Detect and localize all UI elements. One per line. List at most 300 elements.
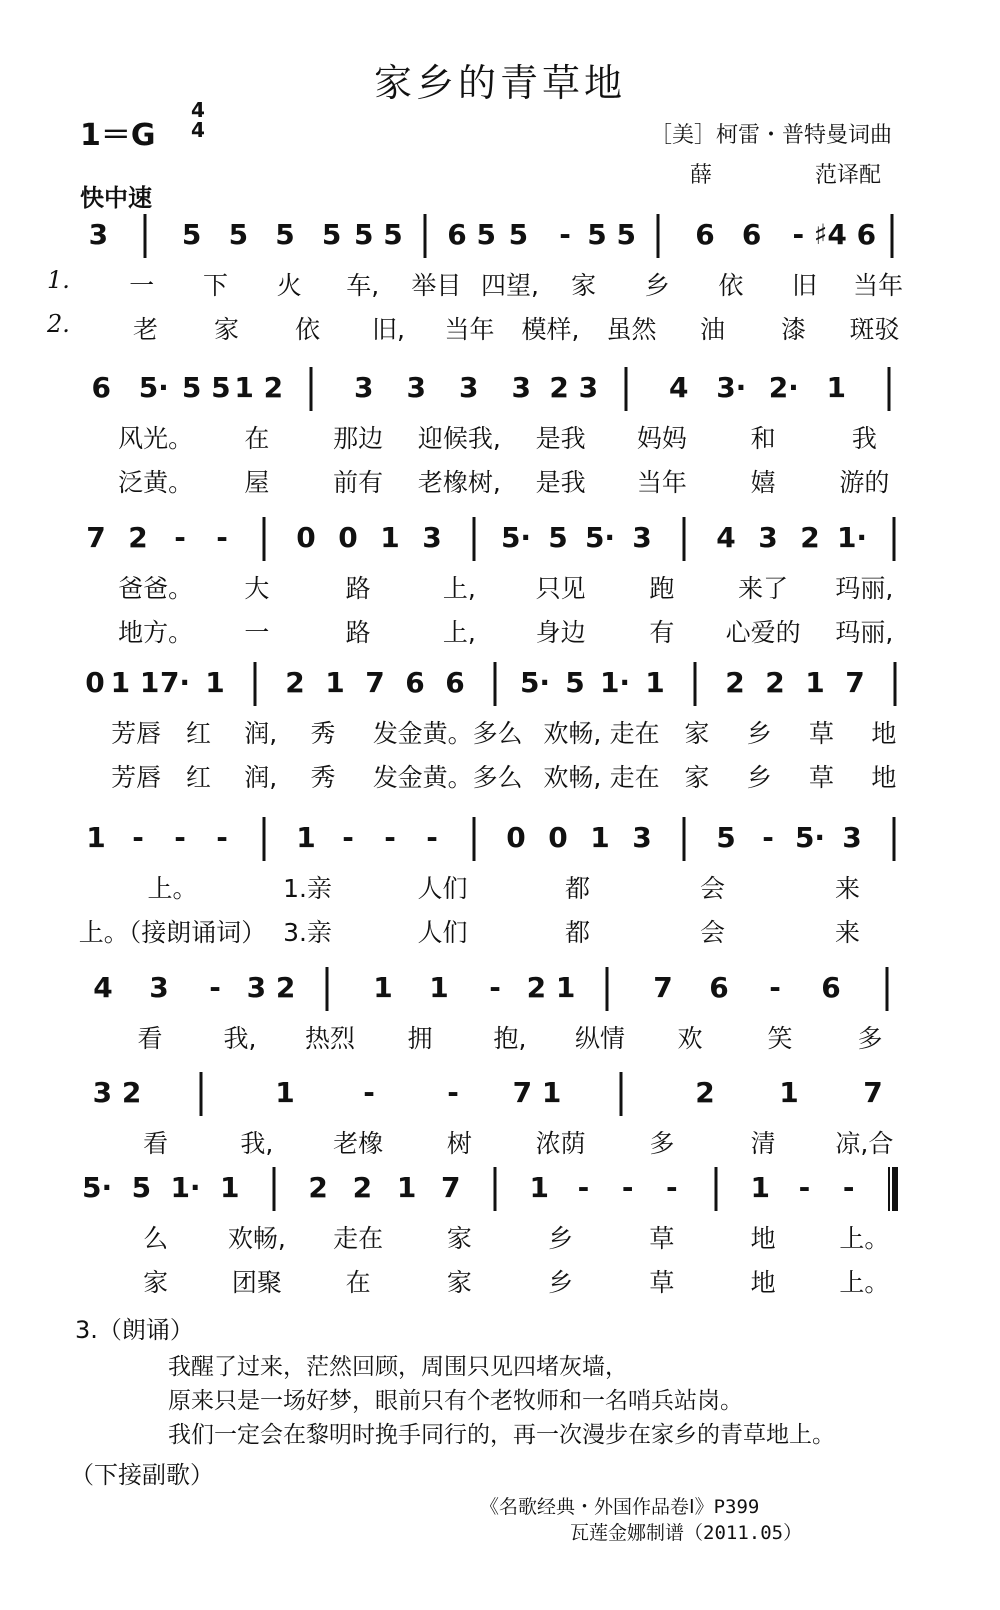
note: 2: [725, 666, 745, 699]
note: 5: [131, 1171, 152, 1204]
note: 1: [325, 666, 345, 699]
lyric-syllable: 漆: [780, 315, 807, 344]
score-system: [55, 1165, 935, 1303]
lyric-syllable: 有: [649, 618, 675, 647]
note: 1·: [836, 521, 868, 554]
lyric-syllable: 旧,: [372, 315, 405, 344]
verse-label: 2.: [47, 310, 70, 338]
score-system: [55, 660, 935, 798]
note: 1: [779, 1076, 799, 1109]
lyric-syllable: 润,: [244, 719, 278, 748]
lyric-row: [47, 262, 935, 306]
lyric-syllable: 屋: [244, 468, 270, 497]
note: 4: [716, 521, 736, 554]
lyric-syllable: 我,: [240, 1129, 274, 1158]
lyric-syllable: 嬉: [750, 468, 776, 497]
lyric-syllable: 凉,合: [835, 1129, 894, 1158]
lyric-syllable: 前有: [333, 468, 384, 497]
note: 2: [308, 1171, 328, 1204]
lyric-syllable: 大: [244, 574, 270, 603]
lyric-syllable: 欢畅,: [543, 719, 602, 748]
recitation-line-1: 我醒了过来，茫然回顾，周围只见四堵灰墙，: [168, 1354, 628, 1380]
lyric-syllable: 那边: [333, 424, 384, 453]
lyric-syllable: 欢: [677, 1024, 703, 1053]
score-system: [55, 365, 935, 503]
barline: [887, 367, 890, 411]
barline: [606, 967, 609, 1011]
note: 5: [275, 218, 295, 251]
lyric-syllable: 老橡树,: [417, 468, 501, 497]
lyric-syllable: 油: [699, 315, 726, 344]
lyric-row: [55, 459, 935, 503]
note: 1·: [170, 1171, 201, 1204]
note-extension: -: [174, 821, 186, 854]
lyric-syllable: 上,: [442, 574, 476, 603]
lyric-syllable: 家: [143, 1268, 169, 1297]
note: 1 2: [234, 371, 284, 404]
lyric-row: [55, 565, 935, 609]
score-system: [55, 1070, 935, 1164]
note-extension: -: [209, 971, 221, 1004]
note: 1: [275, 1076, 295, 1109]
barline: [263, 817, 266, 861]
lyric-syllable: 么: [497, 763, 523, 792]
lyric-syllable: 当年: [444, 315, 495, 344]
lyric-syllable: 是我: [535, 468, 586, 497]
lyric-syllable: 家: [213, 315, 240, 344]
lyric-syllable: 举目: [411, 271, 462, 300]
lyric-syllable: 乡: [548, 1224, 574, 1253]
note-extension: -: [447, 1076, 459, 1109]
score-system: [55, 965, 935, 1059]
lyric-syllable: 下: [202, 271, 228, 300]
note: 6: [91, 371, 111, 404]
composer-credit: ［美］柯雷・普特曼词曲: [650, 123, 893, 148]
note: 1: [645, 666, 665, 699]
note: 1·: [599, 666, 631, 699]
barline: [886, 967, 889, 1011]
note: 2: [765, 666, 785, 699]
barline: [683, 817, 686, 861]
note: 5: [228, 218, 249, 251]
note: 3: [406, 371, 426, 404]
note-extension: -: [798, 1171, 811, 1204]
note: 1: [826, 371, 846, 404]
lyric-row: [55, 1120, 935, 1164]
lyric-syllable: 妈妈: [636, 424, 687, 453]
lyric-syllable: 模样,: [521, 315, 580, 344]
lyric-row: [55, 865, 935, 909]
lyric-syllable: 我: [851, 424, 877, 453]
lyric-syllable: 草: [649, 1224, 675, 1253]
note: 3·: [716, 371, 747, 404]
lyric-syllable: 人们: [417, 874, 468, 903]
note: 2: [128, 521, 148, 554]
note: 2 1: [526, 971, 576, 1004]
time-numerator: 4: [191, 98, 205, 122]
note: 4: [669, 371, 689, 404]
lyric-syllable: 看: [143, 1129, 169, 1158]
score-system: [47, 212, 935, 350]
lyric-syllable: 草: [649, 1268, 675, 1297]
lyric-syllable: 欢畅,: [543, 763, 602, 792]
lyric-syllable: 路: [345, 618, 371, 647]
lyric-syllable: 老橡: [333, 1129, 384, 1158]
barline: [893, 817, 896, 861]
lyric-row: [55, 609, 935, 653]
note: 0: [338, 521, 358, 554]
lyric-syllable: 红: [185, 763, 211, 792]
lyric-syllable: 会: [699, 918, 726, 947]
note-extension: -: [621, 1171, 634, 1204]
lyric-syllable: 乡: [746, 719, 772, 748]
verse-label: 1.: [47, 266, 70, 294]
note-extension: -: [363, 1076, 375, 1109]
barline: [473, 817, 476, 861]
barline: [424, 214, 427, 258]
lyric-syllable: 车,: [346, 271, 380, 300]
barline: [494, 662, 497, 706]
note: 6: [445, 666, 465, 699]
note-extension: -: [769, 971, 781, 1004]
lyric-syllable: 当年: [853, 271, 904, 300]
note: 3: [842, 821, 862, 854]
note: 3: [632, 821, 652, 854]
lyric-syllable: 3.亲: [283, 918, 332, 947]
note: 1: [805, 666, 825, 699]
lyric-syllable: 人们: [417, 918, 468, 947]
note: 0: [548, 821, 568, 854]
barline: [683, 517, 686, 561]
lyric-syllable: 乡: [746, 763, 772, 792]
note-extension: -: [762, 821, 774, 854]
note: 6: [741, 218, 762, 251]
lyric-row: [47, 306, 935, 350]
lyric-syllable: 乡: [548, 1268, 574, 1297]
notation-row: [55, 660, 935, 710]
note: 1: [219, 1171, 240, 1204]
lyric-syllable: 爸爸。: [118, 574, 194, 603]
note: 1: [296, 821, 316, 854]
note: 5 5: [353, 218, 403, 251]
score-maker: 瓦莲金娜制谱（2011.05）: [570, 1522, 803, 1544]
lyric-syllable: 地方。: [118, 618, 194, 647]
lyric-syllable: 走在: [609, 763, 660, 792]
lyric-syllable: 抱,: [493, 1024, 527, 1053]
lyric-syllable: 团聚: [231, 1268, 282, 1297]
note: 1: [380, 521, 400, 554]
note-extension: -: [842, 1171, 855, 1204]
translator-credit: 范译配: [815, 163, 882, 188]
note: 1: [429, 971, 449, 1004]
lyric-syllable: 树: [446, 1129, 472, 1158]
lyric-syllable: 和: [750, 424, 776, 453]
lyric-syllable: 热烈: [304, 1024, 356, 1053]
lyric-syllable: 会: [699, 874, 726, 903]
lyric-row: [55, 1215, 935, 1259]
lyric-syllable: 在: [345, 1268, 371, 1297]
note: 5 5: [181, 371, 231, 404]
lyric-syllable: 乡: [644, 271, 670, 300]
note: 2: [695, 1076, 715, 1109]
lyric-syllable: 我,: [223, 1024, 257, 1053]
lyric-syllable: 家: [446, 1224, 472, 1253]
note: 3: [632, 521, 652, 554]
lyric-syllable: 依: [718, 271, 744, 300]
note: 1: [590, 821, 610, 854]
note: 7: [86, 521, 106, 554]
lyric-syllable: 么: [143, 1224, 169, 1253]
note: 5·: [500, 521, 532, 554]
notation-row: [55, 965, 935, 1015]
lyric-syllable: 家: [446, 1268, 472, 1297]
lyric-syllable: 上,: [442, 618, 476, 647]
lyric-syllable: 地: [750, 1224, 776, 1253]
lyric-row: [55, 909, 935, 953]
lyric-syllable: 火: [276, 271, 302, 300]
lyric-syllable: 秀: [310, 719, 336, 748]
note: 7: [845, 666, 865, 699]
note-extension: -: [216, 521, 228, 554]
lyric-syllable: 发: [372, 719, 398, 748]
barline: [715, 1167, 718, 1211]
note: 0: [506, 821, 526, 854]
note: 3: [422, 521, 442, 554]
note: 7: [863, 1076, 883, 1109]
note: 2 3: [549, 371, 599, 404]
lyric-syllable: 身边: [535, 618, 586, 647]
notation-row: [55, 515, 935, 565]
barline: [894, 662, 897, 706]
time-denominator: 4: [191, 118, 205, 142]
note: 3 2: [92, 1076, 142, 1109]
key-signature: 1＝G: [80, 118, 156, 153]
lyric-syllable: 走在: [333, 1224, 384, 1253]
note: 6: [709, 971, 729, 1004]
note-extension: -: [792, 218, 805, 251]
score-system: [55, 515, 935, 653]
note: 5: [565, 666, 585, 699]
lyric-syllable: 发: [372, 763, 398, 792]
lyric-syllable: 多: [649, 1129, 675, 1158]
notation-row: [55, 1165, 935, 1215]
lyric-syllable: 润,: [244, 763, 278, 792]
note: 3: [354, 371, 374, 404]
lyric-syllable: 斑驳: [849, 315, 900, 344]
note: 5: [716, 821, 736, 854]
note: 1: [86, 821, 106, 854]
lyric-syllable: 拥: [407, 1024, 433, 1053]
note: 5·: [519, 666, 551, 699]
note: 3: [149, 971, 169, 1004]
lyric-syllable: 泛黄。: [118, 468, 194, 497]
lyric-syllable: 来: [834, 918, 861, 947]
note: 5·: [138, 371, 169, 404]
lyric-syllable: 玛丽,: [835, 618, 894, 647]
barline: [254, 662, 257, 706]
lyric-syllable: 来: [834, 874, 861, 903]
note-extension: -: [559, 218, 571, 251]
note: 6: [821, 971, 841, 1004]
notation-row: [55, 212, 935, 262]
note-extension: -: [342, 821, 354, 854]
score-system: [55, 815, 935, 953]
note: 6: [695, 218, 715, 251]
barline: [272, 1167, 275, 1211]
lyric-syllable: 纵情: [574, 1024, 626, 1053]
lyric-syllable: 欢畅,: [227, 1224, 286, 1253]
lyric-syllable: 跑: [649, 574, 675, 603]
note: 5·: [584, 521, 616, 554]
note: 7: [365, 666, 385, 699]
lyric-syllable: 虽然: [606, 315, 657, 344]
lyric-syllable: 来了: [738, 574, 789, 603]
note: 2: [352, 1171, 373, 1204]
note-extension: -: [132, 821, 144, 854]
note-extension: -: [577, 1171, 590, 1204]
note: 3: [511, 371, 531, 404]
notation-row: [55, 1070, 935, 1120]
barline: [893, 517, 896, 561]
tempo-marking: 快中速: [80, 184, 152, 212]
lyric-syllable: 迎候我,: [417, 424, 501, 453]
note: 5: [508, 218, 529, 251]
note: 2·: [768, 371, 799, 404]
lyric-syllable: 游的: [839, 468, 890, 497]
recitation-heading: 3.（朗诵）: [75, 1316, 194, 1344]
lyric-syllable: 一: [244, 618, 270, 647]
lyric-syllable: 笑: [767, 1024, 793, 1053]
note: 4: [93, 971, 113, 1004]
lyric-syllable: 走在: [609, 719, 660, 748]
note: 5: [548, 521, 568, 554]
lyric-syllable: 路: [345, 574, 371, 603]
lyric-syllable: 一: [129, 271, 155, 300]
note: 5·: [794, 821, 826, 854]
note: 7: [653, 971, 673, 1004]
note: 3: [88, 218, 109, 251]
lyric-syllable: 多: [857, 1024, 883, 1053]
lyric-syllable: 芳唇: [111, 763, 162, 792]
note: 1: [750, 1171, 770, 1204]
lyric-syllable: 地: [750, 1268, 776, 1297]
lyric-syllable: 风光。: [118, 424, 194, 453]
lyric-syllable: 1.亲: [283, 874, 332, 903]
lyric-syllable: 旧: [792, 271, 818, 300]
barline: [657, 214, 660, 258]
lyric-syllable: 四望,: [481, 271, 539, 300]
source-citation: 《名歌经典・外国作品卷Ⅰ》P399: [480, 1496, 760, 1518]
lyric-syllable: 清: [750, 1129, 776, 1158]
lyric-syllable: 么: [497, 719, 523, 748]
note: 3: [758, 521, 778, 554]
translator-surname: 薛: [690, 163, 713, 188]
note-extension: -: [174, 521, 186, 554]
lyric-syllable: 芳唇: [111, 719, 162, 748]
lyric-syllable: 上。: [839, 1224, 890, 1253]
note: 1: [396, 1171, 417, 1204]
to-chorus-note: （下接副歌）: [70, 1461, 214, 1489]
barline: [494, 1167, 497, 1211]
note: 2: [285, 666, 305, 699]
lyric-syllable: 只见: [535, 574, 586, 603]
lyric-syllable: 金黄。多: [397, 763, 498, 792]
lyric-syllable: 草: [809, 719, 835, 748]
note-extension: -: [426, 821, 438, 854]
notation-row: [55, 815, 935, 865]
note: 0: [296, 521, 316, 554]
note-extension: -: [216, 821, 228, 854]
barline: [200, 1072, 203, 1116]
lyric-syllable: 老: [132, 315, 159, 344]
note: 5: [321, 218, 342, 251]
note: 7: [441, 1171, 461, 1204]
lyric-syllable: 都: [564, 874, 591, 903]
note: 1: [373, 971, 393, 1004]
note: 5·: [82, 1171, 113, 1204]
note: 5 5: [587, 218, 637, 251]
lyric-syllable: 家: [571, 271, 597, 300]
final-barline: [888, 1167, 898, 1211]
lyric-syllable: 红: [185, 719, 211, 748]
barline: [620, 1072, 623, 1116]
note: 7·: [159, 666, 191, 699]
lyric-syllable: 是我: [535, 424, 586, 453]
recitation-line-3: 我们一定会在黎明时挽手同行的，再一次漫步在家乡的青草地上。: [168, 1422, 835, 1448]
note-extension: -: [489, 971, 501, 1004]
time-signature: [188, 100, 208, 140]
barline: [310, 367, 313, 411]
lyric-syllable: 上。: [147, 874, 198, 903]
lyric-syllable: 地: [871, 763, 897, 792]
note: 6 5: [447, 218, 497, 251]
lyric-syllable: 家: [684, 763, 710, 792]
lyric-syllable: 玛丽,: [835, 574, 894, 603]
barline: [144, 214, 147, 258]
lyric-syllable: 金黄。多: [397, 719, 498, 748]
song-title: 家乡的青草地: [373, 61, 626, 105]
recitation-line-2: 原来只是一场好梦，眼前只有个老牧师和一名哨兵站岗。: [168, 1388, 743, 1414]
lyric-row: [55, 415, 935, 459]
note-extension: -: [384, 821, 396, 854]
note: 1: [529, 1171, 549, 1204]
barline: [625, 367, 628, 411]
lyric-row: [55, 710, 935, 754]
note: 3: [459, 371, 479, 404]
lyric-syllable: 上。（接朗诵词）: [78, 918, 267, 947]
lyric-syllable: 浓荫: [535, 1129, 586, 1158]
lyric-row: [55, 754, 935, 798]
lyric-syllable: 都: [564, 918, 591, 947]
note: 5: [181, 218, 202, 251]
barline: [890, 214, 893, 258]
barline: [473, 517, 476, 561]
lyric-syllable: 看: [137, 1024, 163, 1053]
note: 1: [205, 666, 225, 699]
lyric-syllable: 家: [684, 719, 710, 748]
barline: [326, 967, 329, 1011]
note: 0: [85, 666, 105, 699]
barline: [694, 662, 697, 706]
lyric-syllable: 秀: [310, 763, 336, 792]
notation-row: [55, 365, 935, 415]
lyric-syllable: 依: [294, 315, 321, 344]
lyric-row: [55, 1015, 935, 1059]
lyric-row: [55, 1259, 935, 1303]
note: ♯4 6: [813, 218, 877, 251]
lyric-syllable: 上。: [839, 1268, 890, 1297]
lyric-syllable: 心爱的: [725, 618, 801, 647]
